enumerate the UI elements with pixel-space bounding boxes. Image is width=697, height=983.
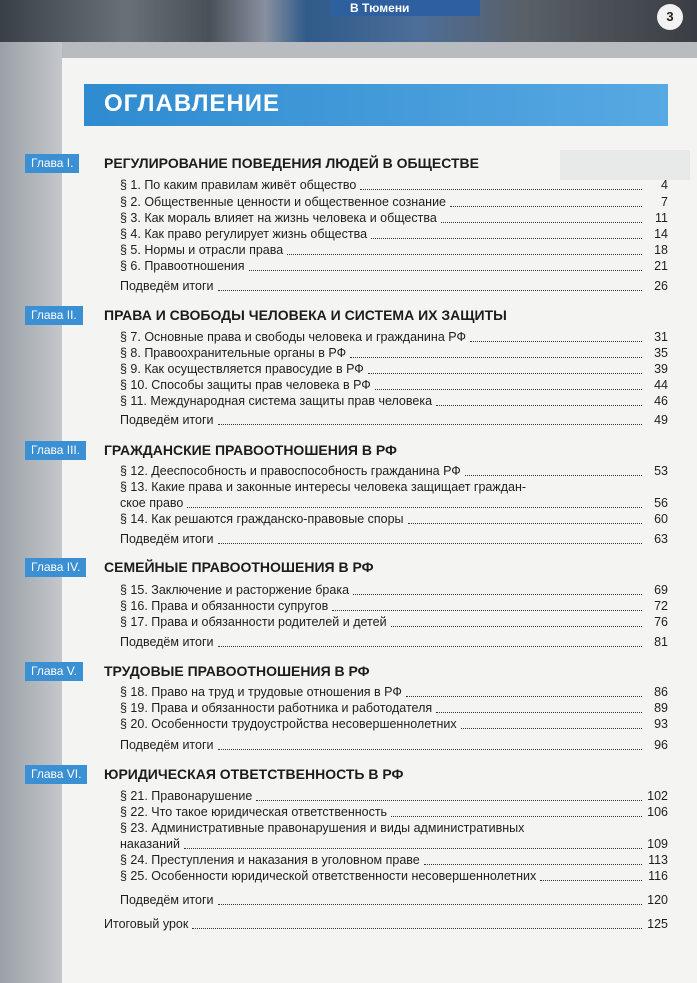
toc-entry[interactable]: § 17. Права и обязанности родителей и детей 76	[120, 615, 668, 629]
chapter-title[interactable]: ТРУДОВЫЕ ПРАВООТНОШЕНИЯ В РФ	[104, 663, 370, 679]
toc-entry[interactable]: § 21. Правонарушение 102	[120, 789, 668, 803]
toc-entry[interactable]: § 8. Правоохранительные органы в РФ 35	[120, 346, 668, 360]
toc-entry[interactable]: § 25. Особенности юридической ответственности несовершеннолетних 116	[120, 869, 668, 883]
chapter-tag: Глава I.	[25, 154, 79, 173]
bleed-through	[560, 150, 690, 180]
toc-entry[interactable]: § 9. Как осуществляется правосудие в РФ 39	[120, 362, 668, 376]
toc-entry-final[interactable]: Итоговый урок 125	[104, 917, 668, 931]
toc-entry[interactable]: Подведём итоги 120	[120, 893, 668, 907]
toc-entry[interactable]: § 3. Как мораль влияет на жизнь человека и общества 11	[120, 211, 668, 225]
toc-entry[interactable]: § 6. Правоотношения 21	[120, 259, 668, 273]
toc-entry[interactable]: Подведём итоги 63	[120, 532, 668, 546]
chapter-tag: Глава V.	[25, 662, 83, 681]
page-number: 3	[657, 4, 683, 30]
chapter-tag: Глава II.	[25, 306, 83, 325]
chapter-title[interactable]: СЕМЕЙНЫЕ ПРАВООТНОШЕНИЯ В РФ	[104, 559, 374, 575]
toc-entry[interactable]: § 15. Заключение и расторжение брака 69	[120, 583, 668, 597]
chapter-title[interactable]: ЮРИДИЧЕСКАЯ ОТВЕТСТВЕННОСТЬ В РФ	[104, 766, 404, 782]
toc-entry[interactable]: Подведём итоги 49	[120, 413, 668, 427]
page-title: ОГЛАВЛЕНИЕ	[104, 90, 281, 117]
chapter-tag: Глава IV.	[25, 558, 86, 577]
header-sign: В Тюмени	[330, 0, 480, 16]
toc-entry[interactable]: § 12. Дееспособность и правоспособность гражданина РФ 53	[120, 464, 668, 478]
toc-entry[interactable]: § 19. Права и обязанности работника и работодателя 89	[120, 701, 668, 715]
toc-entry[interactable]: § 22. Что такое юридическая ответственность 106	[120, 805, 668, 819]
toc-entry[interactable]: § 1. По каким правилам живёт общество 4	[120, 178, 668, 192]
toc-entry[interactable]: § 14. Как решаются гражданско-правовые споры 60	[120, 512, 668, 526]
chapter-tag: Глава III.	[25, 441, 86, 460]
toc-entry[interactable]: § 11. Международная система защиты прав человека 46	[120, 394, 668, 408]
toc-entry[interactable]: § 7. Основные права и свободы человека и гражданина РФ 31	[120, 330, 668, 344]
toc-entry[interactable]: Подведём итоги 96	[120, 738, 668, 752]
toc-entry[interactable]: Подведём итоги 26	[120, 279, 668, 293]
chapter-title[interactable]: РЕГУЛИРОВАНИЕ ПОВЕДЕНИЯ ЛЮДЕЙ В ОБЩЕСТВЕ	[104, 155, 479, 171]
chapter-title[interactable]: ПРАВА И СВОБОДЫ ЧЕЛОВЕКА И СИСТЕМА ИХ ЗАЩИТЫ	[104, 307, 507, 323]
page-gutter	[0, 42, 62, 983]
toc-entry[interactable]: § 24. Преступления и наказания в уголовном праве 113	[120, 853, 668, 867]
toc-entry[interactable]: Подведём итоги 81	[120, 635, 668, 649]
toc-entry[interactable]: § 5. Нормы и отрасли права 18	[120, 243, 668, 257]
toc-entry[interactable]: § 16. Права и обязанности супругов 72	[120, 599, 668, 613]
title-bar	[84, 84, 668, 126]
chapter-title[interactable]: ГРАЖДАНСКИЕ ПРАВООТНОШЕНИЯ В РФ	[104, 442, 397, 458]
toc-entry-line1[interactable]: § 13. Какие права и законные интересы человека защищает граждан-	[120, 480, 527, 494]
toc-entry[interactable]: § 10. Способы защиты прав человека в РФ 44	[120, 378, 668, 392]
toc-entry[interactable]: § 18. Право на труд и трудовые отношения в РФ 86	[120, 685, 668, 699]
toc-entry[interactable]: § 2. Общественные ценности и общественное сознание 7	[120, 195, 668, 209]
toc-entry[interactable]: ское право 56	[120, 496, 668, 510]
toc-entry-line1[interactable]: § 23. Административные правонарушения и виды административных	[120, 821, 525, 835]
chapter-tag: Глава VI.	[25, 765, 87, 784]
toc-entry[interactable]: § 20. Особенности трудоустройства несовершеннолетних 93	[120, 717, 668, 731]
toc-entry[interactable]: § 4. Как право регулирует жизнь общества 14	[120, 227, 668, 241]
toc-entry[interactable]: наказаний 109	[120, 837, 668, 851]
